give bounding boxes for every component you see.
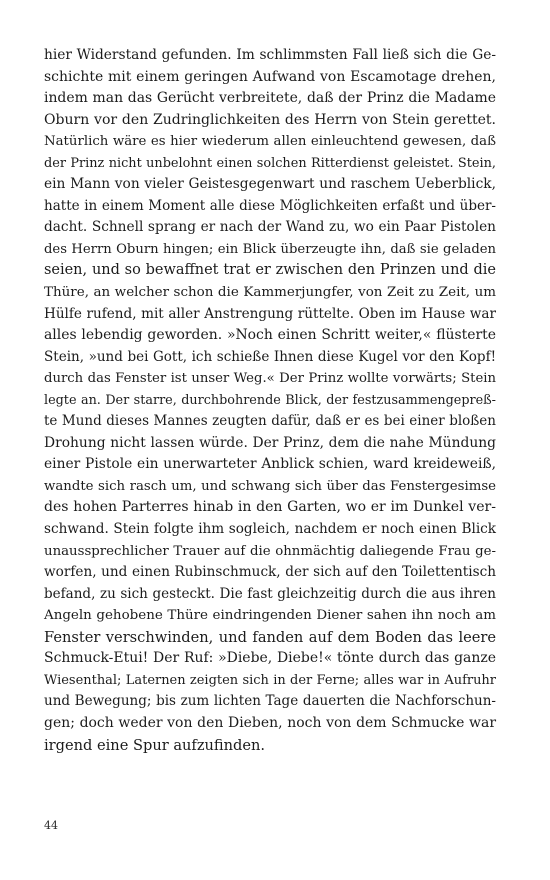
text-line: unaussprechlicher Trauer auf die ohnmächtig daliegende Frau ge- <box>44 543 496 559</box>
text-line: indem man das Gerücht verbreitete, daß der Prinz die Madame <box>44 90 496 107</box>
text-line: irgend eine Spur aufzufinden. <box>44 736 266 754</box>
text-line: dacht. Schnell sprang er nach der Wand zu, wo ein Paar Pistolen <box>44 219 496 236</box>
text-line: gen; doch weder von den Dieben, noch von dem Schmucke war <box>44 714 496 731</box>
text-line: Drohung nicht lassen würde. Der Prinz, dem die nahe Mündung <box>44 434 496 451</box>
text-line: seien, und so bewaffnet trat er zwischen den Prinzen und die <box>44 262 496 279</box>
text-line: legte an. Der starre, durchbohrende Blick, der festzusammengepreß- <box>44 392 496 408</box>
text-line: Wiesenthal; Laternen zeigten sich in der Ferne; alles war in Aufruhr <box>44 672 496 688</box>
text-line: einer Pistole ein unerwarteter Anblick schien, ward kreideweiß, <box>44 456 496 473</box>
text-line: Fenster verschwinden, und fanden auf dem Boden das leere <box>44 628 496 646</box>
text-line: ein Mann von vieler Geistesgegenwart und raschem Ueberblick, <box>44 176 496 193</box>
body-text <box>44 45 496 756</box>
text-line: Natürlich wäre es hier wiederum allen einleuchtend gewesen, daß <box>44 134 496 150</box>
text-line: durch das Fenster ist unser Weg.« Der Prinz wollte vorwärts; Stein <box>44 371 496 387</box>
text-line: hatte in einem Moment alle diese Möglichkeiten erfaßt und über- <box>44 197 496 214</box>
text-line: befand, zu sich gesteckt. Die fast gleichzeitig durch die aus ihren <box>44 585 496 602</box>
text-line: Schmuck-Etui! Der Ruf: »Diebe, Diebe!« tönte durch das ganze <box>44 650 496 667</box>
text-line: alles lebendig geworden. »Noch einen Schritt weiter,« flüsterte <box>44 327 496 344</box>
text-line: schichte mit einem geringen Aufwand von Escamotage drehen, <box>44 68 496 85</box>
text-line: Thüre, an welcher schon die Kammerjungfer, von Zeit zu Zeit, um <box>44 285 496 301</box>
text-line: te Mund dieses Mannes zeugten dafür, daß er es bei einer bloßen <box>44 413 496 430</box>
text-line: Angeln gehobene Thüre eindringenden Diener sahen ihn noch am <box>44 608 496 624</box>
text-line: der Prinz nicht unbelohnt einen solchen Ritterdienst geleistet. Stein, <box>44 155 496 171</box>
text-line: des hohen Parterres hinab in den Garten, wo er im Dunkel ver- <box>44 499 496 516</box>
text-line: Oburn vor den Zudringlichkeiten des Herrn von Stein gerettet. <box>44 111 496 128</box>
text-line: des Herrn Oburn hingen; ein Blick überzeugte ihn, daß sie geladen <box>44 241 496 257</box>
page-number: 44 <box>44 819 58 832</box>
text-line: hier Widerstand gefunden. Im schlimmsten Fall ließ sich die Ge- <box>44 47 496 63</box>
text-line: schwand. Stein folgte ihm sogleich, nachdem er noch einen Blick <box>44 521 496 538</box>
text-line: wandte sich rasch um, und schwang sich über das Fenstergesimse <box>44 478 496 494</box>
text-line: Hülfe rufend, mit aller Anstrengung rüttelte. Oben im Hause war <box>44 305 496 322</box>
text-line: worfen, und einen Rubinschmuck, der sich auf den Toilettentisch <box>44 564 496 581</box>
text-line: und Bewegung; bis zum lichten Tage dauerten die Nachforschun- <box>44 693 496 710</box>
text-line: Stein, »und bei Gott, ich schieße Ihnen diese Kugel vor den Kopf! <box>44 348 496 365</box>
